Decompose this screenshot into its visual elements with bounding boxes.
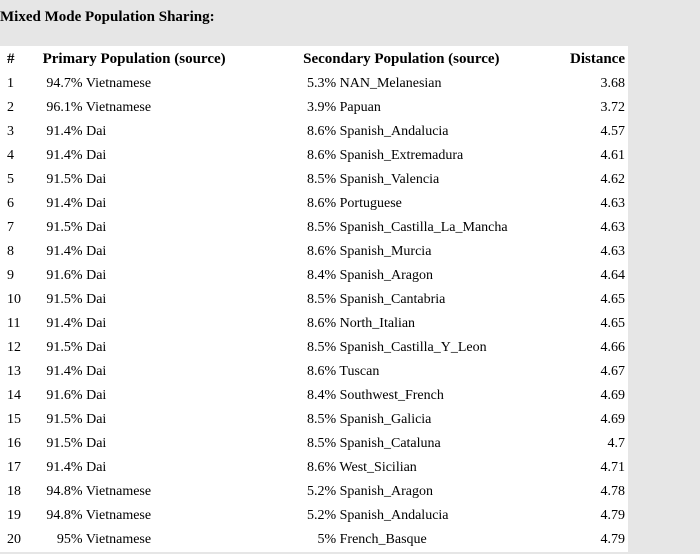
primary-percentage: 91.4% [46, 460, 83, 475]
primary-percentage: 91.4% [46, 244, 83, 259]
row-number: 10 [7, 292, 21, 307]
secondary-population-cell [303, 216, 560, 240]
primary-population-name: Dai [86, 220, 107, 235]
distance-value: 4.78 [600, 484, 625, 499]
primary-percentage: 91.5% [46, 436, 83, 451]
distance-value: 4.61 [600, 148, 625, 163]
secondary-percentage: 5.2% [306, 484, 337, 499]
distance-value: 4.63 [600, 220, 625, 235]
secondary-population-name: Portuguese [339, 196, 402, 211]
table-row [0, 360, 628, 384]
primary-percentage: 91.4% [46, 148, 83, 163]
secondary-population-name: French_Basque [339, 532, 427, 547]
primary-population-cell [43, 264, 304, 288]
header-secondary-population: Secondary Population (source) [303, 51, 500, 67]
secondary-population-name: Spanish_Andalucia [339, 124, 449, 139]
distance-value: 4.69 [600, 412, 625, 427]
primary-percentage: 94.8% [46, 484, 83, 499]
primary-percentage: 91.4% [46, 364, 83, 379]
secondary-population-cell [303, 456, 560, 480]
row-number: 4 [7, 148, 14, 163]
primary-population-name: Vietnamese [85, 76, 152, 91]
table-row [0, 192, 628, 216]
secondary-percentage: 8.5% [306, 172, 337, 187]
primary-population-cell [43, 144, 304, 168]
secondary-percentage: 8.6% [306, 364, 337, 379]
secondary-percentage: 8.6% [306, 244, 337, 259]
row-number: 19 [7, 508, 21, 523]
secondary-percentage: 8.5% [306, 340, 337, 355]
distance-value: 4.65 [600, 316, 625, 331]
distance-value: 4.62 [600, 172, 625, 187]
secondary-population-cell [303, 144, 560, 168]
distance-value: 3.68 [600, 76, 625, 91]
secondary-population-cell [303, 432, 560, 456]
table-row [0, 288, 628, 312]
distance-value: 4.7 [607, 436, 625, 451]
distance-value: 4.64 [600, 268, 625, 283]
row-number: 15 [7, 412, 21, 427]
table-row [0, 384, 628, 408]
row-number: 5 [7, 172, 14, 187]
distance-value: 4.57 [600, 124, 625, 139]
primary-population-cell [43, 528, 304, 552]
primary-percentage: 91.5% [46, 292, 83, 307]
primary-percentage: 96.1% [46, 100, 83, 115]
primary-population-name: Dai [86, 292, 107, 307]
primary-population-name: Dai [86, 124, 107, 139]
distance-value: 4.66 [600, 340, 625, 355]
row-number: 18 [7, 484, 21, 499]
secondary-population-name: Spanish_Galicia [339, 412, 432, 427]
secondary-population-cell [303, 360, 560, 384]
primary-population-cell [43, 360, 304, 384]
primary-percentage: 91.4% [46, 124, 83, 139]
secondary-population-name: Tuscan [339, 364, 380, 379]
secondary-percentage: 5% [317, 532, 337, 547]
table-row [0, 480, 628, 504]
secondary-population-cell [303, 96, 560, 120]
primary-population-name: Dai [86, 316, 107, 331]
table-row [0, 456, 628, 480]
primary-population-cell [43, 120, 304, 144]
primary-population-name: Vietnamese [85, 484, 152, 499]
distance-value: 4.63 [600, 244, 625, 259]
secondary-population-name: Spanish_Valencia [339, 172, 440, 187]
secondary-population-name: Spanish_Andalucia [339, 508, 449, 523]
secondary-population-name: Spanish_Murcia [339, 244, 432, 259]
secondary-percentage: 8.6% [306, 196, 337, 211]
primary-population-cell [43, 480, 304, 504]
table-row [0, 312, 628, 336]
secondary-population-cell [303, 120, 560, 144]
table-row [0, 408, 628, 432]
primary-population-cell [43, 384, 304, 408]
row-number: 11 [7, 316, 21, 331]
primary-population-name: Dai [86, 172, 107, 187]
secondary-population-cell [303, 336, 560, 360]
primary-population-cell [43, 168, 304, 192]
table-row [0, 216, 628, 240]
row-number: 8 [7, 244, 14, 259]
secondary-population-name: Spanish_Extremadura [339, 148, 464, 163]
distance-value: 4.71 [600, 460, 625, 475]
row-number: 16 [7, 436, 21, 451]
row-number: 3 [7, 124, 14, 139]
primary-population-cell [43, 456, 304, 480]
secondary-population-cell [303, 480, 560, 504]
header-distance: Distance [570, 51, 625, 67]
secondary-percentage: 8.5% [306, 412, 337, 427]
primary-percentage: 91.5% [46, 220, 83, 235]
table-row [0, 504, 628, 528]
primary-percentage: 91.6% [46, 268, 83, 283]
results-table [0, 46, 628, 552]
primary-population-cell [43, 432, 304, 456]
secondary-population-cell [303, 408, 560, 432]
secondary-population-name: Spanish_Castilla_Y_Leon [339, 340, 487, 355]
secondary-percentage: 8.5% [306, 436, 337, 451]
secondary-population-name: NAN_Melanesian [339, 76, 442, 91]
table-row [0, 264, 628, 288]
primary-percentage: 91.5% [46, 340, 83, 355]
primary-population-name: Dai [86, 436, 107, 451]
primary-population-name: Dai [86, 388, 107, 403]
secondary-percentage: 8.5% [306, 292, 337, 307]
table-row [0, 72, 628, 96]
primary-percentage: 94.8% [46, 508, 83, 523]
secondary-population-name: Spanish_Aragon [339, 268, 433, 283]
secondary-population-name: West_Sicilian [339, 460, 417, 475]
secondary-population-name: Spanish_Castilla_La_Mancha [339, 220, 508, 235]
primary-population-name: Dai [86, 148, 107, 163]
row-number: 9 [7, 268, 14, 283]
primary-percentage: 94.7% [46, 76, 83, 91]
secondary-percentage: 8.6% [306, 316, 337, 331]
primary-percentage: 91.4% [46, 196, 83, 211]
secondary-percentage: 8.6% [306, 460, 337, 475]
primary-population-cell [43, 336, 304, 360]
secondary-population-cell [303, 72, 560, 96]
secondary-percentage: 8.6% [306, 148, 337, 163]
primary-population-name: Vietnamese [85, 532, 152, 547]
distance-value: 4.67 [600, 364, 625, 379]
distance-value: 4.79 [600, 532, 625, 547]
secondary-population-cell [303, 240, 560, 264]
primary-population-cell [43, 240, 304, 264]
secondary-population-cell [303, 528, 560, 552]
primary-population-name: Dai [86, 340, 107, 355]
secondary-population-name: Spanish_Aragon [339, 484, 433, 499]
table-row [0, 528, 628, 552]
primary-population-cell [43, 72, 304, 96]
table-row [0, 168, 628, 192]
primary-population-name: Dai [86, 268, 107, 283]
secondary-percentage: 5.2% [306, 508, 337, 523]
secondary-population-name: Spanish_Cataluna [339, 436, 441, 451]
distance-value: 4.69 [600, 388, 625, 403]
primary-population-cell [43, 96, 304, 120]
distance-value: 3.72 [600, 100, 625, 115]
secondary-population-cell [303, 168, 560, 192]
primary-percentage: 91.4% [46, 316, 83, 331]
primary-population-cell [43, 312, 304, 336]
primary-population-cell [43, 288, 304, 312]
secondary-population-cell [303, 288, 560, 312]
primary-percentage: 91.5% [46, 172, 83, 187]
secondary-percentage: 3.9% [306, 100, 337, 115]
secondary-population-cell [303, 384, 560, 408]
table-header-row [0, 46, 628, 72]
primary-population-cell [43, 192, 304, 216]
primary-population-cell [43, 504, 304, 528]
primary-population-name: Dai [86, 244, 107, 259]
row-number: 12 [7, 340, 21, 355]
table-row [0, 96, 628, 120]
row-number: 6 [7, 196, 14, 211]
primary-population-name: Dai [86, 196, 107, 211]
primary-population-name: Dai [86, 364, 107, 379]
row-number: 13 [7, 364, 21, 379]
primary-population-cell [43, 216, 304, 240]
table-row [0, 120, 628, 144]
secondary-population-name: North_Italian [339, 316, 416, 331]
table-row [0, 144, 628, 168]
secondary-population-cell [303, 264, 560, 288]
distance-value: 4.65 [600, 292, 625, 307]
secondary-population-name: Southwest_French [339, 388, 444, 403]
primary-population-name: Dai [86, 412, 107, 427]
row-number: 20 [7, 532, 21, 547]
primary-population-name: Dai [86, 460, 107, 475]
header-num: # [7, 51, 15, 67]
secondary-percentage: 5.3% [306, 76, 337, 91]
table-row [0, 336, 628, 360]
row-number: 7 [7, 220, 14, 235]
secondary-percentage: 8.6% [306, 124, 337, 139]
table-body [0, 72, 628, 552]
distance-value: 4.79 [600, 508, 625, 523]
page-title: Mixed Mode Population Sharing: [0, 9, 215, 25]
secondary-population-cell [303, 312, 560, 336]
row-number: 17 [7, 460, 21, 475]
header-primary-population: Primary Population (source) [42, 51, 226, 67]
secondary-population-name: Spanish_Cantabria [339, 292, 446, 307]
primary-population-name: Vietnamese [85, 100, 152, 115]
primary-population-cell [43, 408, 304, 432]
table-row [0, 240, 628, 264]
primary-percentage: 91.6% [46, 388, 83, 403]
row-number: 14 [7, 388, 21, 403]
secondary-percentage: 8.4% [306, 268, 337, 283]
primary-population-name: Vietnamese [85, 508, 152, 523]
secondary-population-name: Papuan [339, 100, 381, 115]
primary-percentage: 95% [56, 532, 83, 547]
primary-percentage: 91.5% [46, 412, 83, 427]
secondary-population-cell [303, 504, 560, 528]
row-number: 2 [7, 100, 14, 115]
secondary-percentage: 8.4% [306, 388, 337, 403]
distance-value: 4.63 [600, 196, 625, 211]
row-number: 1 [7, 76, 14, 91]
secondary-percentage: 8.5% [306, 220, 337, 235]
table-row [0, 432, 628, 456]
secondary-population-cell [303, 192, 560, 216]
